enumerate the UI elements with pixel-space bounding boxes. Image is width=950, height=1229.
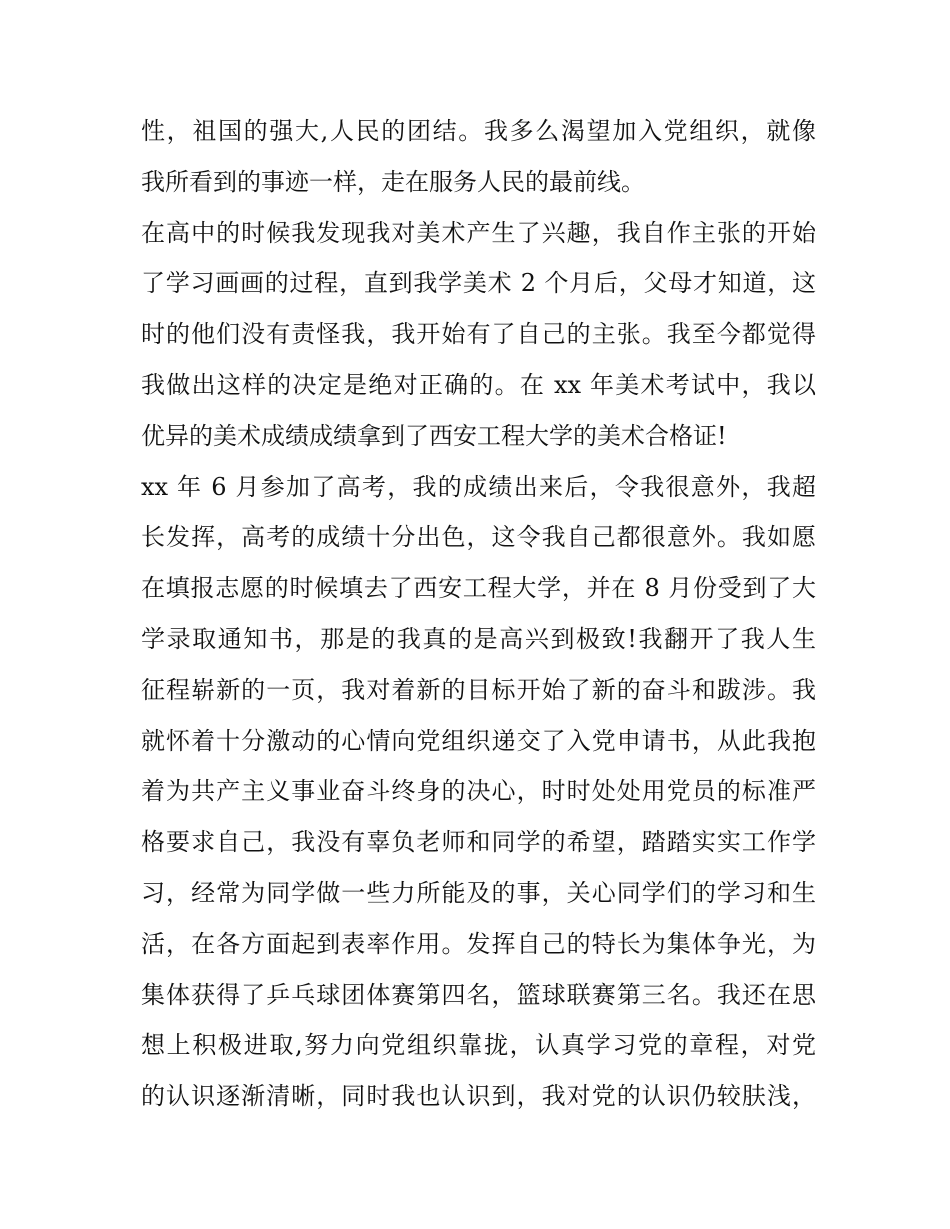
- text-line: 在填报志愿的时候填去了西安工程大学，并在 8 月份受到了大: [141, 574, 816, 603]
- text-line: 我所看到的事迹一样，走在服务人民的最前线。: [141, 167, 645, 196]
- text-line: 习，经常为同学做一些力所能及的事，关心同学们的学习和生: [141, 878, 816, 907]
- text-line: 征程崭新的一页，我对着新的目标开始了新的奋斗和跋涉。我: [141, 675, 816, 704]
- text-line: 想上积极进取,努力向党组织靠拢，认真学习党的章程，对党: [141, 1031, 816, 1060]
- text-line: xx 年 6 月参加了高考，我的成绩出来后，令我很意外，我超: [141, 472, 816, 501]
- text-line: 在高中的时候我发现我对美术产生了兴趣，我自作主张的开始: [141, 218, 816, 247]
- text-line: 我做出这样的决定是绝对正确的。在 xx 年美术考试中，我以: [141, 370, 816, 399]
- text-line: 学录取通知书，那是的我真的是高兴到极致!我翻开了我人生: [141, 624, 816, 653]
- document-body: [141, 106, 816, 1122]
- text-line: 时的他们没有责怪我，我开始有了自己的主张。我至今都觉得: [141, 320, 816, 349]
- text-line: 优异的美术成绩成绩拿到了西安工程大学的美术合格证!: [141, 421, 727, 450]
- text-line: 格要求自己，我没有辜负老师和同学的希望，踏踏实实工作学: [141, 828, 816, 857]
- text-line: 长发挥，高考的成绩十分出色，这令我自己都很意外。我如愿: [141, 523, 816, 552]
- text-line: 着为共产主义事业奋斗终身的决心，时时处处用党员的标准严: [141, 777, 816, 806]
- text-line: 集体获得了乒乓球团体赛第四名，篮球联赛第三名。我还在思: [141, 980, 816, 1009]
- text-line: 了学习画画的过程，直到我学美术 2 个月后，父母才知道，这: [141, 269, 816, 298]
- text-line: 就怀着十分激动的心情向党组织递交了入党申请书，从此我抱: [141, 726, 816, 755]
- text-line: 性，祖国的强大,人民的团结。我多么渴望加入党组织，就像: [141, 117, 816, 145]
- text-line: 活，在各方面起到表率作用。发挥自己的特长为集体争光，为: [141, 929, 816, 958]
- text-line: 的认识逐渐清晰，同时我也认识到，我对党的认识仍较肤浅，: [141, 1082, 816, 1111]
